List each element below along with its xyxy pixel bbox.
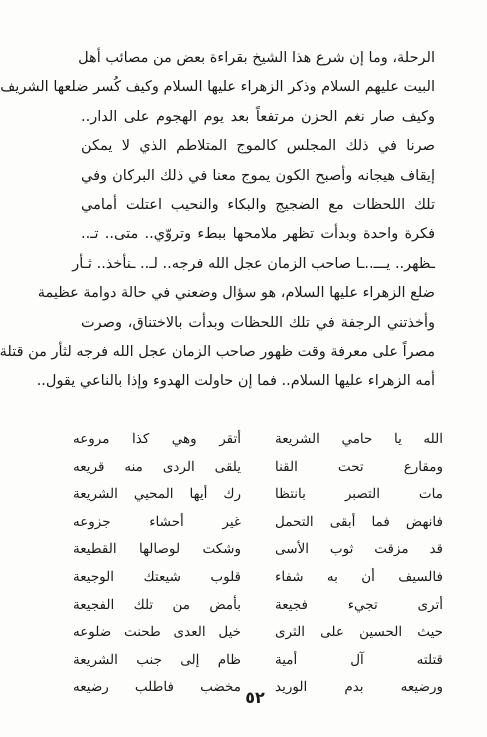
poem-first-hemistich: فالسيف أن به شفاء <box>275 568 443 585</box>
poem-first-hemistich: مات التصبر بانتظا <box>275 486 443 503</box>
poem-verse <box>73 592 443 620</box>
poem-second-hemistich: رك أيها المحيي الشريعة <box>73 486 241 503</box>
poem-verse <box>73 454 443 482</box>
prose-line: وكيف صار نغم الحزن مرتفعاً بعد يوم الهجوم على الدار.. <box>81 108 435 125</box>
poem-first-hemistich: حيث الحسين على الثرى <box>275 624 443 641</box>
poem-second-hemistich: قلوب شيعتك الوجيعة <box>73 568 241 585</box>
poem-verse <box>73 509 443 537</box>
poem-first-hemistich: الله يا حامي الشريعة <box>275 431 443 447</box>
prose-line: الرحلة، وما إن شرع هذا الشيخ بقراءة بعض من مصائب أهل <box>78 50 435 66</box>
poem-verse <box>73 564 443 592</box>
poem-first-hemistich: ومقارع تحت القنا <box>275 458 443 475</box>
poem-second-hemistich: بأمض من تلك الفجيعة <box>73 596 241 613</box>
prose-line: صرنا في ذلك المجلس كالموج المتلاطم الذي لا يمكن <box>81 138 435 155</box>
prose-paragraph <box>0 44 435 397</box>
poem-first-hemistich: ورضيعه بدم الوريد <box>275 679 443 696</box>
prose-line: البيت عليهم السلام وذكر الزهراء عليها السلام وكيف كُسر ضلعها الشريف <box>0 79 435 96</box>
poem <box>73 426 443 702</box>
poem-verse <box>73 619 443 647</box>
poem-verse <box>73 536 443 564</box>
poem-verse <box>73 647 443 675</box>
prose-line: مصراً على معرفة وقت ظهور صاحب الزمان عجل الله فرجه لثأر من قتلة <box>0 343 435 360</box>
poem-second-hemistich: غير أحشاء جزوعه <box>73 513 241 530</box>
page-number: ٥٢ <box>245 688 265 707</box>
prose-line: أمه الزهراء عليها السلام.. فما إن حاولت الهدوء وإذا بالناعي يقول.. <box>36 373 435 390</box>
poem-second-hemistich: أتقر وهي كذا مروعه <box>73 431 241 447</box>
poem-second-hemistich: مخضب فاطلب رضيعه <box>73 679 241 696</box>
poem-first-hemistich: قتلته آل أمية <box>275 651 443 668</box>
poem-verse <box>73 426 443 454</box>
prose-line: ـظهر.. يـــ..ـا صاحب الزمان عجل الله فرجه.. لـ.. ـنأخذ.. ثـأر <box>72 255 435 272</box>
poem-second-hemistich: وشكت لوصالها القطيعة <box>73 541 241 558</box>
prose-line: فكرة واحدة وبدأت تظهر ملامحها ببطء وتروّي.. متى.. تـ.. <box>81 226 435 243</box>
prose-line: ضلع الزهراء عليها السلام، هو سؤال وضعني في حالة دوامة عظيمة <box>37 285 435 302</box>
poem-first-hemistich: قد مزقت ثوب الأسى <box>275 541 443 558</box>
poem-second-hemistich: خيل العدى طحنت ضلوعه <box>73 624 241 641</box>
prose-line: إيقاف هيجانه وأصبح الكون يموج معنا في ذلك البركان وفي <box>81 167 435 184</box>
poem-verse <box>73 481 443 509</box>
poem-first-hemistich: فانهض فما أبقى التحمل <box>275 513 443 530</box>
prose-line: تلك اللحظات مع الضجيج والبكاء والنحيب اعتلت أمامي <box>81 196 435 213</box>
poem-second-hemistich: ظام إلى جنب الشريعة <box>73 651 241 668</box>
poem-first-hemistich: أترى تجيء فجيعة <box>275 596 443 613</box>
poem-second-hemistich: يلقى الردى منه قريعه <box>73 458 241 475</box>
prose-line: وأخذتني الرجفة في تلك اللحظات وبدأت بالاختناق، وصرت <box>81 314 435 331</box>
